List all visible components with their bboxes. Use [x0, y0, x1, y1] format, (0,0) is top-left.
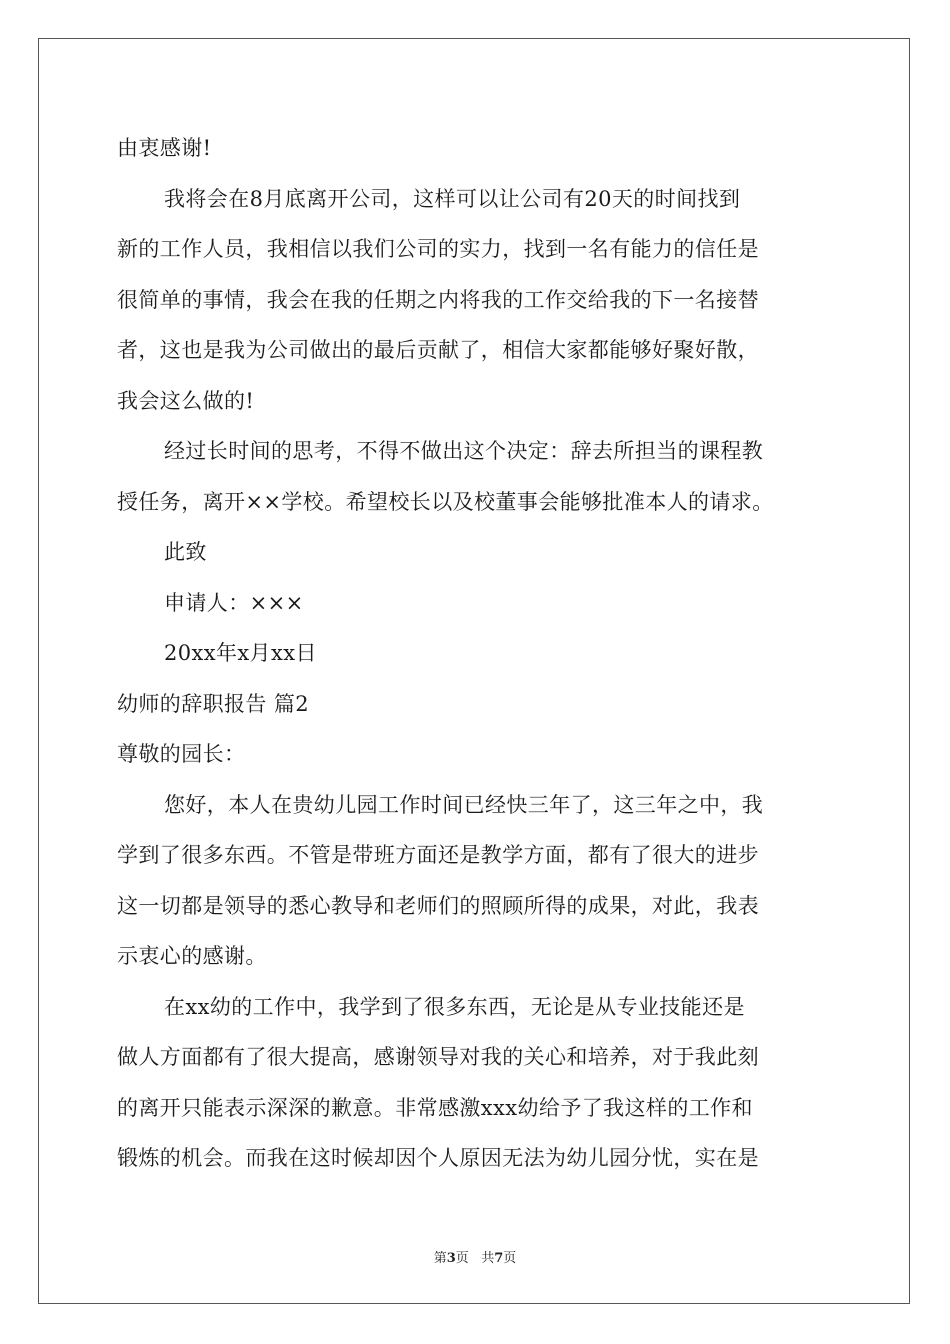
text-line: 学到了很多东西。不管是带班方面还是教学方面，都有了很大的进步: [117, 843, 759, 867]
page-footer: [0, 1247, 950, 1266]
text-line: 很简单的事情，我会在我的任期之内将我的工作交给我的下一名接替: [117, 287, 759, 312]
text-line: 示衷心的感谢。: [117, 944, 267, 968]
total-pages: 7: [494, 1251, 504, 1266]
text-line: 新的工作人员，我相信以我们公司的实力，找到一名有能力的信任是: [117, 237, 759, 261]
page-number: 3: [446, 1251, 456, 1266]
text-line: 这一切都是领导的悉心教导和老师们的照顾所得的成果，对此，我表: [117, 893, 759, 918]
text-line: 授任务，离开××学校。希望校长以及校董事会能够批准本人的请求。: [117, 489, 774, 514]
closing-salutation: 此致: [164, 540, 207, 564]
text-line: 您好，本人在贵幼儿园工作时间已经快三年了，这三年之中，我: [164, 792, 764, 817]
text-line: 经过长时间的思考，不得不做出这个决定：辞去所担当的课程教: [164, 439, 764, 463]
text-line: 由衷感谢!: [117, 136, 212, 160]
greeting: 尊敬的园长：: [117, 742, 246, 766]
text-line: 在xx幼的工作中，我学到了很多东西，无论是从专业技能还是: [164, 994, 745, 1019]
document-body: [117, 123, 837, 1184]
text-line: 锻炼的机会。而我在这时候却因个人原因无法为幼儿园分忧，实在是: [117, 1146, 759, 1170]
text-line: 我将会在8月底离开公司，这样可以让公司有20天的时间找到: [164, 186, 741, 211]
text-line: 的离开只能表示深深的歉意。非常感激xxx幼给予了我这样的工作和: [117, 1095, 753, 1120]
total-suffix: 页: [503, 1251, 517, 1266]
applicant-signature: 申请人：×××: [164, 590, 304, 615]
page-prefix: 第: [433, 1251, 447, 1266]
text-line: 我会这么做的!: [117, 388, 255, 413]
text-line: 做人方面都有了很大提高，感谢领导对我的关心和培养，对于我此刻: [117, 1045, 759, 1069]
text-line: 者，这也是我为公司做出的最后贡献了，相信大家都能够好聚好散，: [117, 338, 759, 362]
total-prefix: 共: [481, 1251, 495, 1266]
section-heading: 幼师的辞职报告 篇2: [117, 691, 310, 716]
page-suffix: 页: [455, 1251, 469, 1266]
date-line: 20xx年x月xx日: [164, 641, 317, 665]
